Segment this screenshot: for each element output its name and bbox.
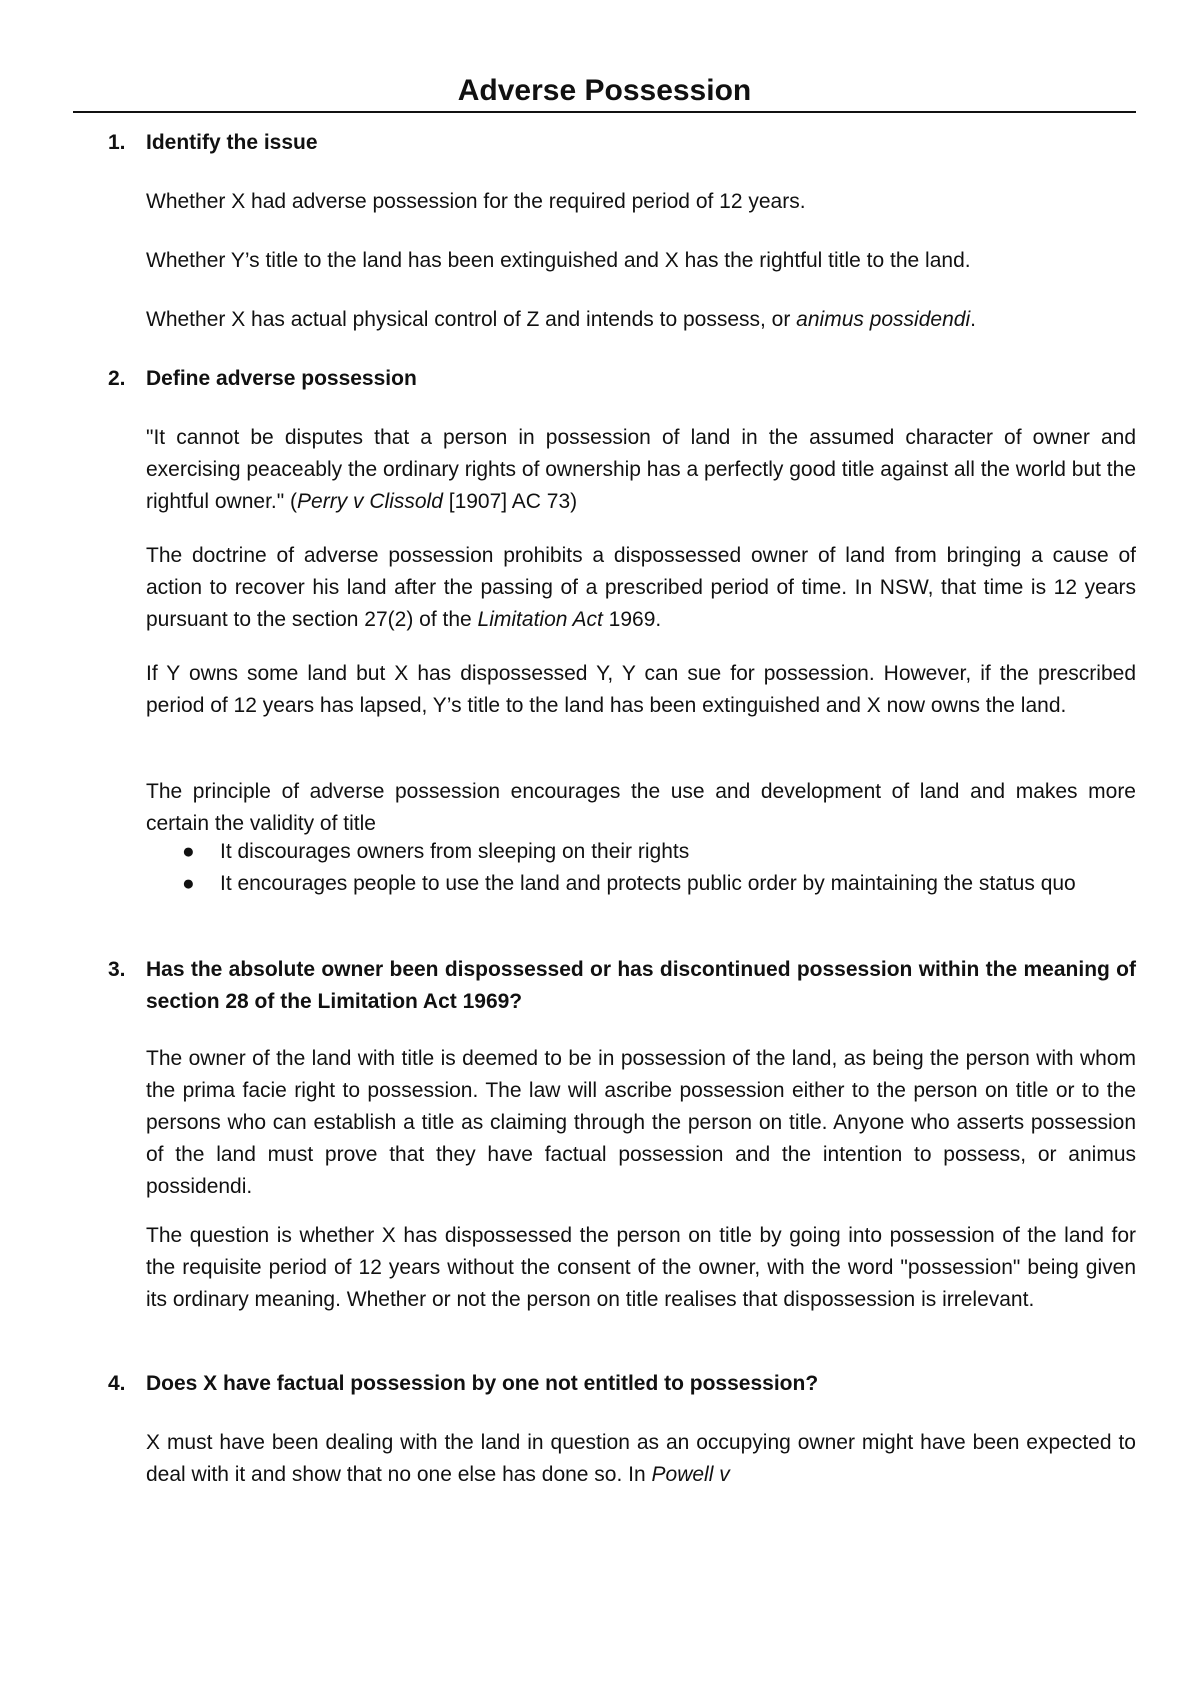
section-title: Identify the issue bbox=[146, 131, 318, 154]
text-run: Whether X has actual physical control of Z and intends to possess, or bbox=[146, 308, 797, 331]
section-1-heading bbox=[108, 127, 1136, 159]
section-4-paragraph-1 bbox=[146, 1427, 1136, 1491]
latin-term: animus possidendi bbox=[796, 308, 971, 331]
case-name: Perry v Clissold bbox=[297, 490, 443, 513]
section-number: 2. bbox=[108, 367, 126, 390]
text-run: [1907] AC 73) bbox=[442, 490, 578, 513]
section-2-paragraph-3: If Y owns some land but X has dispossessed Y, Y can sue for possession. However, if the prescribed period of 12 years has lapsed, Y’s title to the land has been extinguished and X now owns the land. bbox=[146, 662, 1136, 717]
section-1-paragraph-2: Whether Y’s title to the land has been extinguished and X has the rightful title to the land. bbox=[146, 249, 971, 272]
section-3-paragraph-2: The question is whether X has dispossessed the person on title by going into possession of the land for the requisite period of 12 years without the consent of the owner, with the word "possession" being given its ordinary meaning. Whether or not the person on title realises that dispossession is irrelevant. bbox=[146, 1224, 1136, 1311]
section-1-paragraph-3 bbox=[146, 304, 1136, 336]
section-4-heading bbox=[108, 1368, 1136, 1400]
text-run: . bbox=[970, 308, 976, 331]
list-item bbox=[146, 868, 1136, 900]
bullet-icon: ● bbox=[182, 872, 195, 895]
section-3-paragraph-1: The owner of the land with title is deemed to be in possession of the land, as being the person with whom the prima facie right to possession. The law will ascribe possession either to the person on title or to the persons who can establish a title as claiming through the person on title. Anyone who asserts possession of the land must prove that they have factual possession and the intention to possess, or animus possidendi. bbox=[146, 1047, 1136, 1198]
list-item-text: It discourages owners from sleeping on their rights bbox=[220, 840, 690, 863]
section-title: Define adverse possession bbox=[146, 367, 417, 390]
section-number: 3. bbox=[108, 958, 126, 981]
text-run: 1969. bbox=[602, 608, 662, 631]
section-number: 1. bbox=[108, 131, 126, 154]
text-run: X must have been dealing with the land in question as an occupying owner might have been expected to deal with it and show that no one else has done so. In bbox=[146, 1431, 1136, 1486]
text-run: "It cannot be disputes that a person in possession of land in the assumed character of owner and exercising peaceably the ordinary rights of ownership has a perfectly good title against all the world but the rightful owner." ( bbox=[146, 426, 1136, 513]
section-2-paragraph-2 bbox=[146, 540, 1136, 636]
text-run: The doctrine of adverse possession prohibits a dispossessed owner of land from bringing a cause of action to recover his land after the passing of a prescribed period of time. In NSW, that time is 12 years pursuant to the section 27(2) of the bbox=[146, 544, 1136, 631]
section-title: Does X have factual possession by one not entitled to possession? bbox=[146, 1372, 819, 1395]
section-title: Has the absolute owner been dispossessed or has discontinued possession within the meaning of section 28 of the Limitation Act 1969? bbox=[146, 958, 1136, 1013]
section-1-paragraph-1: Whether X had adverse possession for the required period of 12 years. bbox=[146, 190, 806, 213]
bullet-icon: ● bbox=[182, 840, 195, 863]
title-underline bbox=[73, 111, 1136, 113]
section-number: 4. bbox=[108, 1372, 126, 1395]
section-2-bullet-list bbox=[146, 836, 1136, 900]
section-2-paragraph-4: The principle of adverse possession encourages the use and development of land and makes more certain the validity of title bbox=[146, 780, 1136, 835]
list-item-text: It encourages people to use the land and protects public order by maintaining the status quo bbox=[220, 872, 1076, 895]
section-2-heading bbox=[108, 363, 1136, 395]
case-name: Powell v bbox=[651, 1463, 730, 1486]
section-3-heading bbox=[108, 954, 1136, 1018]
act-name: Limitation Act bbox=[477, 608, 603, 631]
section-2-quote bbox=[146, 422, 1136, 518]
document-title: Adverse Possession bbox=[457, 74, 752, 107]
list-item bbox=[146, 836, 1136, 868]
